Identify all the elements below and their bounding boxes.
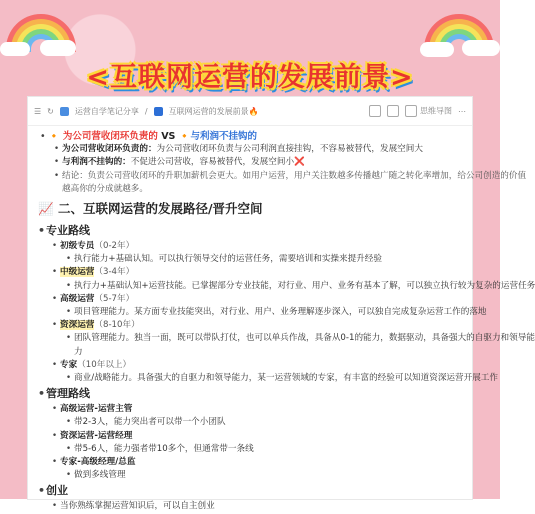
- level-years: （3-4年）: [94, 267, 135, 278]
- folder-icon: [60, 107, 69, 116]
- document-content: [28, 126, 535, 514]
- document-icon: [154, 107, 163, 116]
- level-desc: 团队管理能力。独当一面，既可以带队打仗，也可以单兵作战，具备从0-1的能力，数据驱动，具备强大的自驱力和领导能: [74, 333, 535, 344]
- level-desc: 执行能力+基础认知。可以执行领导交付的运营任务，需要培训和实操来提升经验: [74, 254, 382, 265]
- list-item: [74, 416, 462, 429]
- fire-icon: 🔸: [178, 131, 191, 142]
- list-item: [60, 293, 462, 306]
- track-heading: [46, 222, 462, 240]
- vs-text: VS: [157, 131, 179, 142]
- track-heading: [46, 385, 462, 403]
- list-item: [74, 306, 487, 319]
- list-item: [62, 170, 527, 183]
- breadcrumb-parent[interactable]: 运营自学笔记分享: [74, 106, 139, 116]
- list-item: [74, 332, 535, 345]
- list-item: [60, 240, 462, 253]
- level-desc: 带5-6人，能力强者带10多个，但通常带一条线: [74, 443, 254, 454]
- level-desc: 商业/战略能力。具备强大的自驱力和领导能力，某一运营领域的专家，有丰富的经验可以知道资深运营开展工作: [74, 373, 498, 384]
- mindmap-button[interactable]: [405, 105, 452, 117]
- list-item: [60, 456, 462, 469]
- breadcrumb-current[interactable]: 互联网运营的发展前景🔥: [168, 106, 259, 116]
- section-title: 二、互联网运营的发展路径/晋升空间: [57, 201, 263, 217]
- level-desc: 做到多线管理: [74, 470, 126, 481]
- term-desc: 不促进公司营收，容易被替代，发展空间小❌: [130, 157, 305, 168]
- level-title: 初级专员: [60, 241, 95, 252]
- list-item: [60, 500, 462, 513]
- list-item: [60, 266, 462, 279]
- level-years: （0-2年）: [94, 241, 135, 252]
- track-title: 专业路线: [46, 224, 90, 238]
- list-item: [60, 359, 462, 372]
- chart-icon: 📈: [38, 201, 54, 217]
- level-title: 高级运营: [60, 293, 95, 304]
- level-title: 中级运营: [60, 267, 95, 278]
- level-title: 资深运营-运营经理: [60, 430, 133, 441]
- list-item-continuation: [74, 346, 462, 359]
- track-title: 管理路线: [46, 387, 90, 401]
- level-years: （5-7年）: [94, 293, 135, 304]
- level-title: 专家: [60, 359, 78, 370]
- level-title: 高级运营-运营主管: [60, 404, 133, 415]
- level-years: （8-10年）: [94, 320, 140, 331]
- list-item: [62, 143, 462, 156]
- more-icon[interactable]: ⋯: [458, 106, 466, 116]
- mindmap-icon: [405, 105, 417, 117]
- level-years: （10年以上）: [77, 359, 132, 370]
- document-window: [28, 97, 535, 512]
- document-toolbar: [28, 97, 472, 126]
- term-label: 为公司营收闭环负责的：: [62, 144, 157, 155]
- refresh-icon[interactable]: ↻: [47, 106, 54, 116]
- cloud-icon: [0, 42, 30, 56]
- conclusion-text-cont: 越高你的分成就越多。: [62, 183, 148, 194]
- list-item: [60, 403, 462, 416]
- mindmap-label: 思维导图: [420, 106, 452, 116]
- list-item: [74, 253, 462, 266]
- list-item: [74, 443, 462, 456]
- page-title: <互联网运营的发展前景>: [86, 62, 414, 93]
- list-item: [74, 280, 535, 293]
- view-icon[interactable]: [387, 105, 399, 117]
- breadcrumb-separator: /: [144, 106, 148, 116]
- level-desc: 当你熟练掌握运营知识后，可以自主创业: [60, 501, 215, 512]
- term-label: 与利润不挂钩的：: [62, 157, 131, 168]
- list-item: [74, 469, 462, 482]
- level-title: 资深运营: [60, 320, 95, 331]
- highlight-red-text: 为公司营收闭环负责的: [62, 131, 158, 142]
- list-item: [48, 130, 462, 143]
- cloud-icon: [462, 40, 500, 56]
- list-item: [60, 319, 462, 332]
- level-title: 专家-高级经理/总监: [60, 457, 136, 468]
- term-desc: 为公司营收闭环负责与公司利润直接挂钩，不容易被替代，发展空间大: [156, 144, 423, 155]
- list-item-continuation: [62, 183, 462, 196]
- level-desc-cont: 力: [74, 346, 83, 357]
- highlight-blue-text: 与利润不挂钩的: [190, 131, 258, 142]
- level-desc: 带2-3人，能力突出者可以带一个小团队: [74, 417, 226, 428]
- section-heading: [38, 198, 462, 220]
- fire-icon: 🔸: [48, 131, 60, 142]
- menu-icon[interactable]: ☰: [34, 106, 42, 116]
- track-title: 创业: [46, 484, 68, 498]
- track-heading: [46, 482, 462, 500]
- list-item: [74, 372, 498, 385]
- edit-icon[interactable]: [369, 105, 381, 117]
- level-desc: 项目管理能力。某方面专业技能突出，对行业、用户、业务理解逐步深入，可以独自完成复杂运营工作的落地: [74, 307, 487, 318]
- level-desc: 执行力+基础认知+运营技能。已掌握部分专业技能，对行业、用户、业务有基本了解，可以独立执行较为复杂的运营任务: [74, 280, 535, 291]
- list-item: [62, 156, 462, 169]
- conclusion-text: 结论：负责公司营收闭环的升职加薪机会更大。如用户运营，用户关注数越多传播越广随之转化率增加，给公司创造的价值: [62, 170, 527, 181]
- list-item: [60, 430, 462, 443]
